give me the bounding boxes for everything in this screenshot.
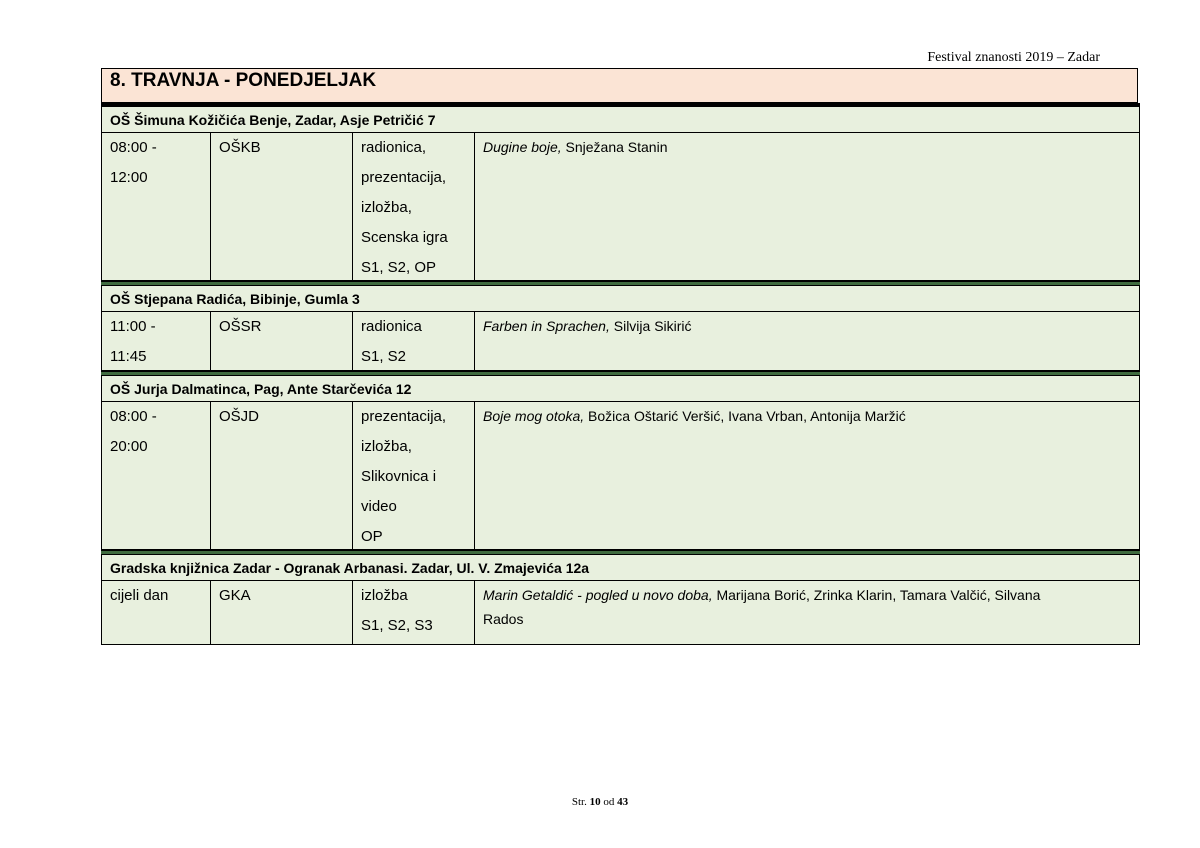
event-type [353, 133, 475, 280]
type-line: izložba, [361, 438, 412, 455]
type-line: video [361, 498, 397, 515]
type-line: izložba, [361, 199, 412, 216]
event-code: OŠSR [211, 312, 353, 370]
event-time [102, 133, 211, 280]
event-title: Farben in Sprachen, [483, 318, 610, 334]
event-people: Božica Oštarić Veršić, Ivana Vrban, Antonija Maržić [584, 408, 906, 424]
venue-row: OŠ Šimuna Kožičića Benje, Zadar, Asje Petričić 7 [101, 107, 1140, 133]
event-description [475, 133, 1139, 280]
venue-row: Gradska knjižnica Zadar - Ogranak Arbanasi. Zadar, Ul. V. Zmajevića 12a [101, 555, 1140, 581]
event-description [475, 312, 1139, 370]
footer-middle: od [600, 796, 618, 808]
time-line: 08:00 - [110, 408, 157, 425]
event-row [101, 581, 1140, 645]
event-code: OŠJD [211, 402, 353, 549]
time-line: 11:45 [110, 348, 147, 365]
type-line: radionica [361, 318, 422, 335]
footer-prefix: Str. [571, 796, 590, 808]
type-line: prezentacija, [361, 169, 447, 186]
time-line: cijeli dan [110, 587, 169, 604]
running-header: Festival znanosti 2019 – Zadar [927, 50, 1100, 65]
event-row [101, 312, 1140, 371]
event-row [101, 402, 1140, 550]
event-title: Marin Getaldić - pogled u novo doba, [483, 587, 713, 603]
schedule-table [101, 107, 1140, 645]
time-line: 20:00 [110, 438, 148, 455]
event-type [353, 402, 475, 549]
event-time [102, 402, 211, 549]
event-description [475, 402, 1139, 549]
type-line: prezentacija, [361, 408, 447, 425]
type-line: izložba [361, 587, 408, 604]
type-line: S1, S2, OP [361, 259, 437, 276]
type-line: Scenska igra [361, 229, 448, 246]
event-people-continued: Rados [483, 611, 524, 627]
time-line: 08:00 - [110, 139, 157, 156]
venue-row: OŠ Jurja Dalmatinca, Pag, Ante Starčevića 12 [101, 376, 1140, 402]
event-title: Dugine boje, [483, 139, 562, 155]
type-line: Slikovnica i [361, 468, 437, 485]
footer-page-number: 10 [589, 796, 601, 808]
event-people: Marijana Borić, Zrinka Klarin, Tamara Valčić, Silvana [712, 587, 1041, 603]
type-line: OP [361, 528, 383, 545]
footer-page-total: 43 [617, 796, 629, 808]
type-line: radionica, [361, 139, 427, 156]
event-description [475, 581, 1139, 644]
event-code: GKA [211, 581, 353, 644]
day-heading: 8. TRAVNJA - PONEDJELJAK [101, 68, 1138, 103]
event-type [353, 581, 475, 644]
event-people: Silvija Sikirić [609, 318, 692, 334]
event-row [101, 133, 1140, 281]
event-time [102, 312, 211, 370]
page-footer [0, 796, 1200, 808]
type-line: S1, S2, S3 [361, 617, 433, 634]
event-title: Boje mog otoka, [483, 408, 585, 424]
event-people: Snježana Stanin [561, 139, 668, 155]
event-time [102, 581, 211, 644]
venue-row: OŠ Stjepana Radića, Bibinje, Gumla 3 [101, 286, 1140, 312]
type-line: S1, S2 [361, 348, 407, 365]
event-type [353, 312, 475, 370]
time-line: 12:00 [110, 169, 148, 186]
time-line: 11:00 - [110, 318, 156, 335]
event-code: OŠKB [211, 133, 353, 280]
